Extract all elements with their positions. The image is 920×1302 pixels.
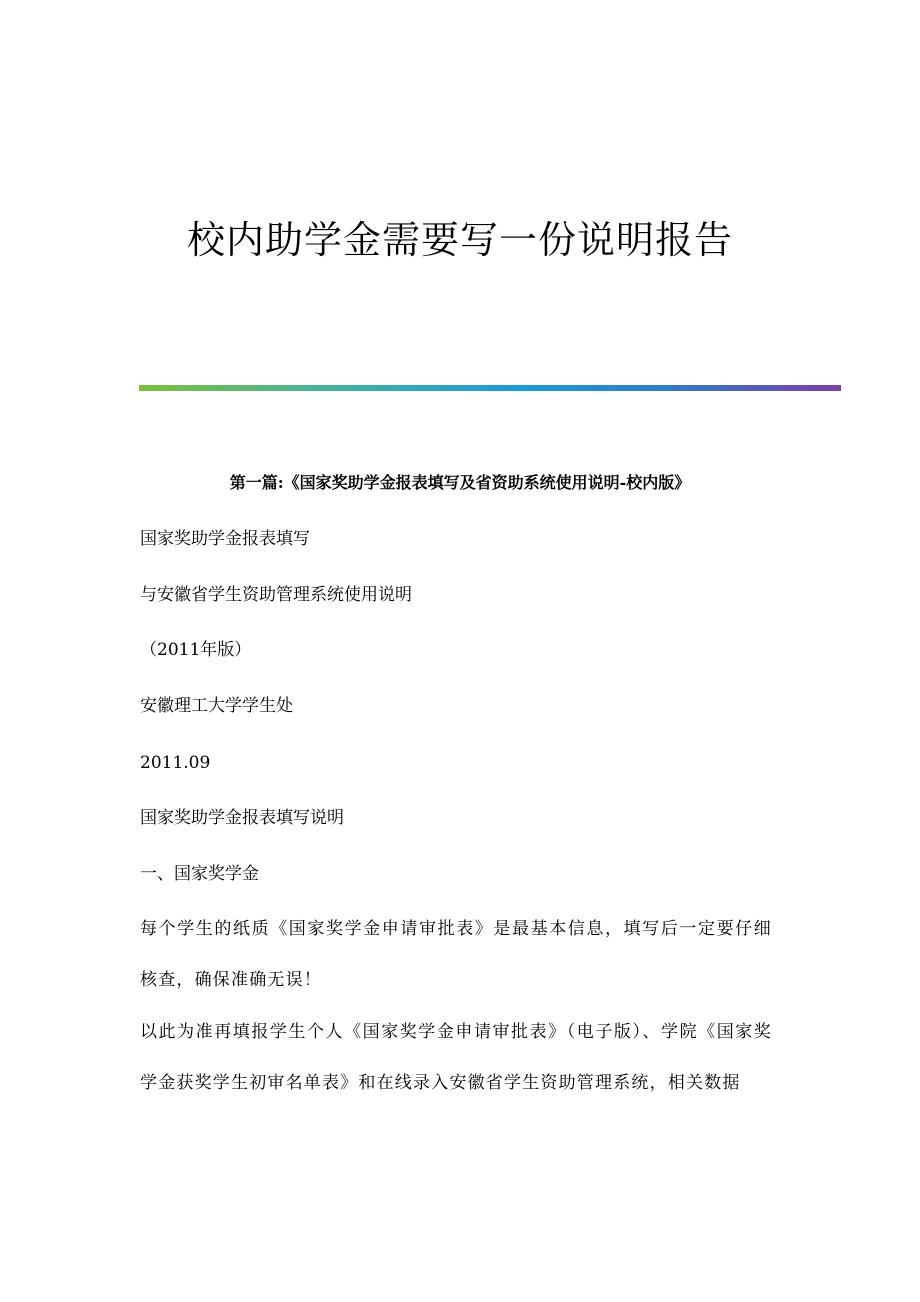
doc-line-date: 2011.09 [140,753,211,773]
page-title: 校内助学金需要写一份说明报告 [186,218,733,262]
doc-line-publisher: 安徽理工大学学生处 [140,696,293,716]
doc-line-edition: （2011年版） [140,640,252,660]
doc-paragraph-1: 每个学生的纸质《国家奖学金申请审批表》是最基本信息，填写后一定要仔细核查，确保准确无误！ [140,919,772,990]
decorative-gradient-rule [139,385,841,391]
section-heading: 第一篇:《国家奖助学金报表填写及省资助系统使用说明-校内版》 [229,473,691,492]
doc-line-system-usage: 与安徽省学生资助管理系统使用说明 [140,585,412,605]
doc-paragraph-2: 以此为准再填报学生个人《国家奖学金申请审批表》（电子版）、学院《国家奖学金获奖学生初审名单表》和在线录入安徽省学生资助管理系统，相关数据 [140,1022,772,1093]
doc-line-instructions-heading: 国家奖助学金报表填写说明 [140,808,344,828]
doc-line-subsection-heading: 一、国家奖学金 [140,864,259,884]
doc-line-report-title: 国家奖助学金报表填写 [140,529,310,549]
